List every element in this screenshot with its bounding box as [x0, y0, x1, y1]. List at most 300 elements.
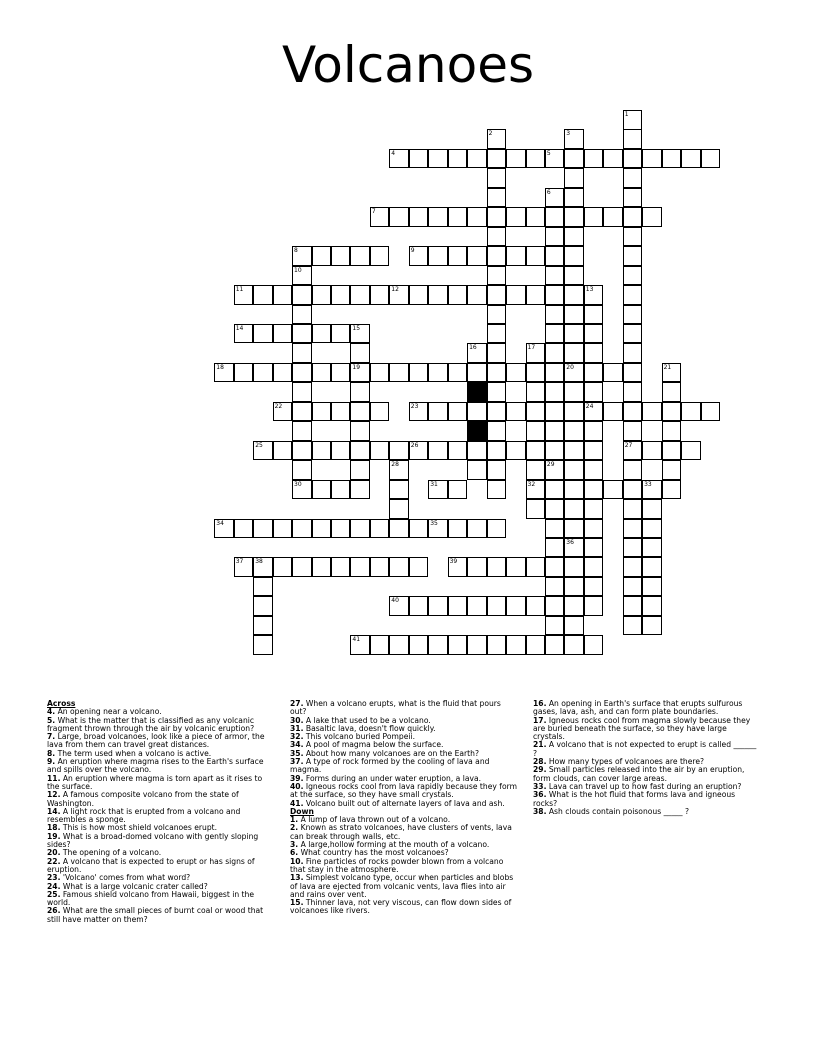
grid-cell[interactable]: [545, 343, 565, 363]
grid-cell[interactable]: [564, 441, 584, 461]
grid-cell[interactable]: [584, 480, 604, 500]
grid-cell[interactable]: [331, 519, 351, 539]
grid-cell[interactable]: [273, 324, 293, 344]
grid-cell[interactable]: [584, 441, 604, 461]
grid-cell[interactable]: [350, 519, 370, 539]
grid-cell[interactable]: [623, 616, 643, 636]
grid-cell[interactable]: [350, 557, 370, 577]
grid-cell[interactable]: [214, 519, 234, 539]
grid-cell[interactable]: [467, 207, 487, 227]
grid-cell[interactable]: [292, 460, 312, 480]
grid-cell[interactable]: [292, 343, 312, 363]
grid-cell[interactable]: [623, 421, 643, 441]
grid-cell[interactable]: [448, 635, 468, 655]
grid-cell[interactable]: [506, 441, 526, 461]
grid-cell[interactable]: [526, 382, 546, 402]
grid-cell[interactable]: [370, 285, 390, 305]
grid-cell[interactable]: [253, 285, 273, 305]
grid-cell[interactable]: [681, 441, 701, 461]
grid-cell[interactable]: [487, 402, 507, 422]
grid-cell[interactable]: [662, 382, 682, 402]
grid-cell[interactable]: [409, 557, 429, 577]
grid-cell[interactable]: [526, 207, 546, 227]
grid-cell[interactable]: [564, 324, 584, 344]
grid-cell[interactable]: [564, 266, 584, 286]
grid-cell[interactable]: [623, 363, 643, 383]
grid-cell[interactable]: [603, 207, 623, 227]
grid-cell[interactable]: [526, 363, 546, 383]
grid-cell[interactable]: [584, 149, 604, 169]
grid-cell[interactable]: [623, 324, 643, 344]
grid-cell[interactable]: [584, 499, 604, 519]
grid-cell[interactable]: [545, 266, 565, 286]
grid-cell[interactable]: [564, 577, 584, 597]
grid-cell[interactable]: [623, 149, 643, 169]
grid-cell[interactable]: [448, 207, 468, 227]
grid-cell[interactable]: [662, 441, 682, 461]
grid-cell[interactable]: [234, 324, 254, 344]
grid-cell[interactable]: [623, 285, 643, 305]
grid-cell[interactable]: [564, 382, 584, 402]
grid-cell[interactable]: [623, 499, 643, 519]
grid-cell[interactable]: [389, 519, 409, 539]
grid-cell[interactable]: [292, 285, 312, 305]
grid-cell[interactable]: [331, 402, 351, 422]
grid-cell[interactable]: [331, 557, 351, 577]
grid-cell[interactable]: [506, 285, 526, 305]
grid-cell[interactable]: [545, 557, 565, 577]
grid-cell[interactable]: [662, 363, 682, 383]
grid-cell[interactable]: [370, 635, 390, 655]
grid-cell[interactable]: [506, 246, 526, 266]
grid-cell[interactable]: [584, 324, 604, 344]
grid-cell[interactable]: [350, 382, 370, 402]
grid-cell[interactable]: [292, 324, 312, 344]
grid-cell[interactable]: [545, 305, 565, 325]
grid-cell[interactable]: [545, 402, 565, 422]
grid-cell[interactable]: [389, 149, 409, 169]
grid-cell[interactable]: [331, 285, 351, 305]
grid-cell[interactable]: [564, 538, 584, 558]
grid-cell[interactable]: [467, 596, 487, 616]
grid-cell[interactable]: [487, 324, 507, 344]
grid-cell[interactable]: [545, 149, 565, 169]
grid-cell[interactable]: [545, 285, 565, 305]
grid-cell[interactable]: [526, 635, 546, 655]
grid-cell[interactable]: [506, 363, 526, 383]
grid-cell[interactable]: [564, 519, 584, 539]
grid-cell[interactable]: [564, 285, 584, 305]
grid-cell[interactable]: [487, 596, 507, 616]
grid-cell[interactable]: [545, 519, 565, 539]
grid-cell[interactable]: [584, 596, 604, 616]
grid-cell[interactable]: [623, 441, 643, 461]
grid-cell[interactable]: [448, 149, 468, 169]
grid-cell[interactable]: [642, 596, 662, 616]
grid-cell[interactable]: [389, 363, 409, 383]
grid-cell[interactable]: [292, 557, 312, 577]
grid-cell[interactable]: [428, 596, 448, 616]
grid-cell[interactable]: [545, 577, 565, 597]
grid-cell[interactable]: [545, 460, 565, 480]
grid-cell[interactable]: [662, 421, 682, 441]
grid-cell[interactable]: [487, 207, 507, 227]
grid-cell[interactable]: [428, 402, 448, 422]
grid-cell[interactable]: [467, 285, 487, 305]
grid-cell[interactable]: [331, 480, 351, 500]
grid-cell[interactable]: [545, 246, 565, 266]
grid-cell[interactable]: [506, 149, 526, 169]
grid-cell[interactable]: [564, 421, 584, 441]
grid-cell[interactable]: [370, 246, 390, 266]
grid-cell[interactable]: [564, 343, 584, 363]
grid-cell[interactable]: [487, 635, 507, 655]
grid-cell[interactable]: [662, 149, 682, 169]
grid-cell[interactable]: [623, 168, 643, 188]
grid-cell[interactable]: [428, 480, 448, 500]
grid-cell[interactable]: [428, 285, 448, 305]
grid-cell[interactable]: [312, 402, 332, 422]
grid-cell[interactable]: [467, 149, 487, 169]
grid-cell[interactable]: [623, 110, 643, 130]
grid-cell[interactable]: [350, 480, 370, 500]
grid-cell[interactable]: [467, 635, 487, 655]
grid-cell[interactable]: [389, 635, 409, 655]
grid-cell[interactable]: [448, 441, 468, 461]
grid-cell[interactable]: [545, 499, 565, 519]
grid-cell[interactable]: [603, 480, 623, 500]
grid-cell[interactable]: [312, 246, 332, 266]
grid-cell[interactable]: [487, 519, 507, 539]
grid-cell[interactable]: [312, 363, 332, 383]
grid-cell[interactable]: [564, 596, 584, 616]
grid-cell[interactable]: [506, 557, 526, 577]
grid-cell[interactable]: [584, 343, 604, 363]
grid-cell[interactable]: [409, 635, 429, 655]
grid-cell[interactable]: [545, 480, 565, 500]
grid-cell[interactable]: [409, 363, 429, 383]
grid-cell[interactable]: [564, 227, 584, 247]
grid-cell[interactable]: [292, 363, 312, 383]
grid-cell[interactable]: [234, 363, 254, 383]
grid-cell[interactable]: [428, 519, 448, 539]
grid-cell[interactable]: [428, 635, 448, 655]
grid-cell[interactable]: [350, 246, 370, 266]
grid-cell[interactable]: [623, 305, 643, 325]
grid-cell[interactable]: [448, 285, 468, 305]
grid-cell[interactable]: [526, 246, 546, 266]
grid-cell[interactable]: [526, 499, 546, 519]
grid-cell[interactable]: [448, 363, 468, 383]
grid-cell[interactable]: [487, 149, 507, 169]
grid-cell[interactable]: [409, 402, 429, 422]
grid-cell[interactable]: [292, 441, 312, 461]
grid-cell[interactable]: [545, 382, 565, 402]
grid-cell[interactable]: [273, 441, 293, 461]
grid-cell[interactable]: [506, 402, 526, 422]
grid-cell[interactable]: [487, 480, 507, 500]
grid-cell[interactable]: [370, 402, 390, 422]
grid-cell[interactable]: [273, 363, 293, 383]
grid-cell[interactable]: [312, 519, 332, 539]
grid-cell[interactable]: [487, 557, 507, 577]
grid-cell[interactable]: [526, 441, 546, 461]
grid-cell[interactable]: [273, 519, 293, 539]
grid-cell[interactable]: [603, 363, 623, 383]
grid-cell[interactable]: [584, 577, 604, 597]
grid-cell[interactable]: [350, 421, 370, 441]
grid-cell[interactable]: [584, 460, 604, 480]
grid-cell[interactable]: [370, 363, 390, 383]
grid-cell[interactable]: [487, 343, 507, 363]
grid-cell[interactable]: [681, 149, 701, 169]
grid-cell[interactable]: [331, 363, 351, 383]
grid-cell[interactable]: [409, 285, 429, 305]
grid-cell[interactable]: [642, 207, 662, 227]
grid-cell[interactable]: [545, 188, 565, 208]
grid-cell[interactable]: [292, 246, 312, 266]
grid-cell[interactable]: [545, 596, 565, 616]
grid-cell[interactable]: [312, 557, 332, 577]
grid-cell[interactable]: [623, 207, 643, 227]
grid-cell[interactable]: [564, 402, 584, 422]
grid-cell[interactable]: [681, 402, 701, 422]
grid-cell[interactable]: [253, 596, 273, 616]
grid-cell[interactable]: [292, 305, 312, 325]
grid-cell[interactable]: [642, 538, 662, 558]
grid-cell[interactable]: [487, 168, 507, 188]
grid-cell[interactable]: [526, 149, 546, 169]
grid-cell[interactable]: [467, 441, 487, 461]
grid-cell[interactable]: [642, 499, 662, 519]
grid-cell[interactable]: [428, 207, 448, 227]
grid-cell[interactable]: [642, 149, 662, 169]
grid-cell[interactable]: [623, 227, 643, 247]
grid-cell[interactable]: [273, 557, 293, 577]
grid-cell[interactable]: [584, 285, 604, 305]
grid-cell[interactable]: [584, 382, 604, 402]
grid-cell[interactable]: [545, 227, 565, 247]
grid-cell[interactable]: [506, 635, 526, 655]
grid-cell[interactable]: [564, 499, 584, 519]
grid-cell[interactable]: [642, 402, 662, 422]
grid-cell[interactable]: [312, 480, 332, 500]
grid-cell[interactable]: [642, 557, 662, 577]
grid-cell[interactable]: [584, 402, 604, 422]
grid-cell[interactable]: [545, 635, 565, 655]
grid-cell[interactable]: [564, 480, 584, 500]
grid-cell[interactable]: [526, 460, 546, 480]
grid-cell[interactable]: [370, 441, 390, 461]
grid-cell[interactable]: [623, 480, 643, 500]
grid-cell[interactable]: [428, 363, 448, 383]
grid-cell[interactable]: [253, 519, 273, 539]
grid-cell[interactable]: [214, 363, 234, 383]
grid-cell[interactable]: [350, 635, 370, 655]
grid-cell[interactable]: [623, 577, 643, 597]
grid-cell[interactable]: [428, 441, 448, 461]
grid-cell[interactable]: [292, 480, 312, 500]
grid-cell[interactable]: [409, 441, 429, 461]
grid-cell[interactable]: [487, 129, 507, 149]
grid-cell[interactable]: [312, 285, 332, 305]
grid-cell[interactable]: [506, 207, 526, 227]
grid-cell[interactable]: [331, 441, 351, 461]
grid-cell[interactable]: [253, 616, 273, 636]
grid-cell[interactable]: [273, 402, 293, 422]
grid-cell[interactable]: [409, 519, 429, 539]
grid-cell[interactable]: [389, 441, 409, 461]
grid-cell[interactable]: [331, 246, 351, 266]
grid-cell[interactable]: [487, 460, 507, 480]
grid-cell[interactable]: [292, 519, 312, 539]
grid-cell[interactable]: [331, 324, 351, 344]
grid-cell[interactable]: [642, 577, 662, 597]
grid-cell[interactable]: [701, 402, 721, 422]
grid-cell[interactable]: [292, 382, 312, 402]
grid-cell[interactable]: [487, 285, 507, 305]
grid-cell[interactable]: [487, 266, 507, 286]
grid-cell[interactable]: [564, 363, 584, 383]
grid-cell[interactable]: [350, 402, 370, 422]
grid-cell[interactable]: [234, 557, 254, 577]
grid-cell[interactable]: [312, 441, 332, 461]
grid-cell[interactable]: [487, 382, 507, 402]
grid-cell[interactable]: [409, 246, 429, 266]
grid-cell[interactable]: [603, 402, 623, 422]
grid-cell[interactable]: [234, 285, 254, 305]
grid-cell[interactable]: [603, 149, 623, 169]
grid-cell[interactable]: [350, 285, 370, 305]
grid-cell[interactable]: [642, 480, 662, 500]
grid-cell[interactable]: [467, 343, 487, 363]
grid-cell[interactable]: [448, 480, 468, 500]
grid-cell[interactable]: [623, 266, 643, 286]
grid-cell[interactable]: [389, 499, 409, 519]
grid-cell[interactable]: [564, 616, 584, 636]
grid-cell[interactable]: [487, 421, 507, 441]
grid-cell[interactable]: [545, 207, 565, 227]
grid-cell[interactable]: [273, 285, 293, 305]
grid-cell[interactable]: [253, 577, 273, 597]
grid-cell[interactable]: [564, 305, 584, 325]
grid-cell[interactable]: [584, 538, 604, 558]
grid-cell[interactable]: [623, 538, 643, 558]
grid-cell[interactable]: [487, 305, 507, 325]
grid-cell[interactable]: [409, 149, 429, 169]
grid-cell[interactable]: [584, 305, 604, 325]
grid-cell[interactable]: [564, 129, 584, 149]
grid-cell[interactable]: [448, 402, 468, 422]
grid-cell[interactable]: [370, 207, 390, 227]
grid-cell[interactable]: [253, 324, 273, 344]
grid-cell[interactable]: [623, 188, 643, 208]
grid-cell[interactable]: [467, 402, 487, 422]
grid-cell[interactable]: [526, 343, 546, 363]
grid-cell[interactable]: [623, 402, 643, 422]
grid-cell[interactable]: [623, 246, 643, 266]
grid-cell[interactable]: [623, 129, 643, 149]
grid-cell[interactable]: [564, 188, 584, 208]
grid-cell[interactable]: [584, 519, 604, 539]
grid-cell[interactable]: [428, 246, 448, 266]
grid-cell[interactable]: [234, 519, 254, 539]
grid-cell[interactable]: [623, 596, 643, 616]
grid-cell[interactable]: [584, 421, 604, 441]
grid-cell[interactable]: [467, 246, 487, 266]
grid-cell[interactable]: [428, 149, 448, 169]
grid-cell[interactable]: [253, 635, 273, 655]
grid-cell[interactable]: [545, 363, 565, 383]
grid-cell[interactable]: [623, 519, 643, 539]
grid-cell[interactable]: [389, 460, 409, 480]
grid-cell[interactable]: [623, 460, 643, 480]
grid-cell[interactable]: [584, 363, 604, 383]
grid-cell[interactable]: [584, 207, 604, 227]
grid-cell[interactable]: [292, 266, 312, 286]
grid-cell[interactable]: [526, 596, 546, 616]
grid-cell[interactable]: [350, 363, 370, 383]
grid-cell[interactable]: [623, 343, 643, 363]
grid-cell[interactable]: [448, 519, 468, 539]
grid-cell[interactable]: [623, 382, 643, 402]
grid-cell[interactable]: [389, 480, 409, 500]
grid-cell[interactable]: [526, 480, 546, 500]
grid-cell[interactable]: [564, 635, 584, 655]
grid-cell[interactable]: [253, 363, 273, 383]
grid-cell[interactable]: [623, 557, 643, 577]
grid-cell[interactable]: [409, 596, 429, 616]
grid-cell[interactable]: [487, 227, 507, 247]
grid-cell[interactable]: [448, 246, 468, 266]
grid-cell[interactable]: [564, 149, 584, 169]
grid-cell[interactable]: [487, 441, 507, 461]
grid-cell[interactable]: [350, 460, 370, 480]
grid-cell[interactable]: [487, 246, 507, 266]
grid-cell[interactable]: [350, 343, 370, 363]
grid-cell[interactable]: [642, 441, 662, 461]
grid-cell[interactable]: [564, 557, 584, 577]
grid-cell[interactable]: [564, 168, 584, 188]
grid-cell[interactable]: [701, 149, 721, 169]
grid-cell[interactable]: [506, 596, 526, 616]
grid-cell[interactable]: [662, 460, 682, 480]
grid-cell[interactable]: [370, 519, 390, 539]
grid-cell[interactable]: [389, 596, 409, 616]
grid-cell[interactable]: [448, 557, 468, 577]
grid-cell[interactable]: [526, 402, 546, 422]
grid-cell[interactable]: [545, 441, 565, 461]
grid-cell[interactable]: [253, 441, 273, 461]
grid-cell[interactable]: [564, 460, 584, 480]
grid-cell[interactable]: [662, 402, 682, 422]
grid-cell[interactable]: [526, 421, 546, 441]
grid-cell[interactable]: [409, 207, 429, 227]
grid-cell[interactable]: [545, 324, 565, 344]
grid-cell[interactable]: [662, 480, 682, 500]
grid-cell[interactable]: [584, 557, 604, 577]
grid-cell[interactable]: [370, 557, 390, 577]
grid-cell[interactable]: [312, 324, 332, 344]
grid-cell[interactable]: [389, 207, 409, 227]
grid-cell[interactable]: [448, 596, 468, 616]
grid-cell[interactable]: [584, 635, 604, 655]
grid-cell[interactable]: [389, 285, 409, 305]
grid-cell[interactable]: [545, 538, 565, 558]
grid-cell[interactable]: [526, 557, 546, 577]
grid-cell[interactable]: [564, 246, 584, 266]
grid-cell[interactable]: [389, 557, 409, 577]
